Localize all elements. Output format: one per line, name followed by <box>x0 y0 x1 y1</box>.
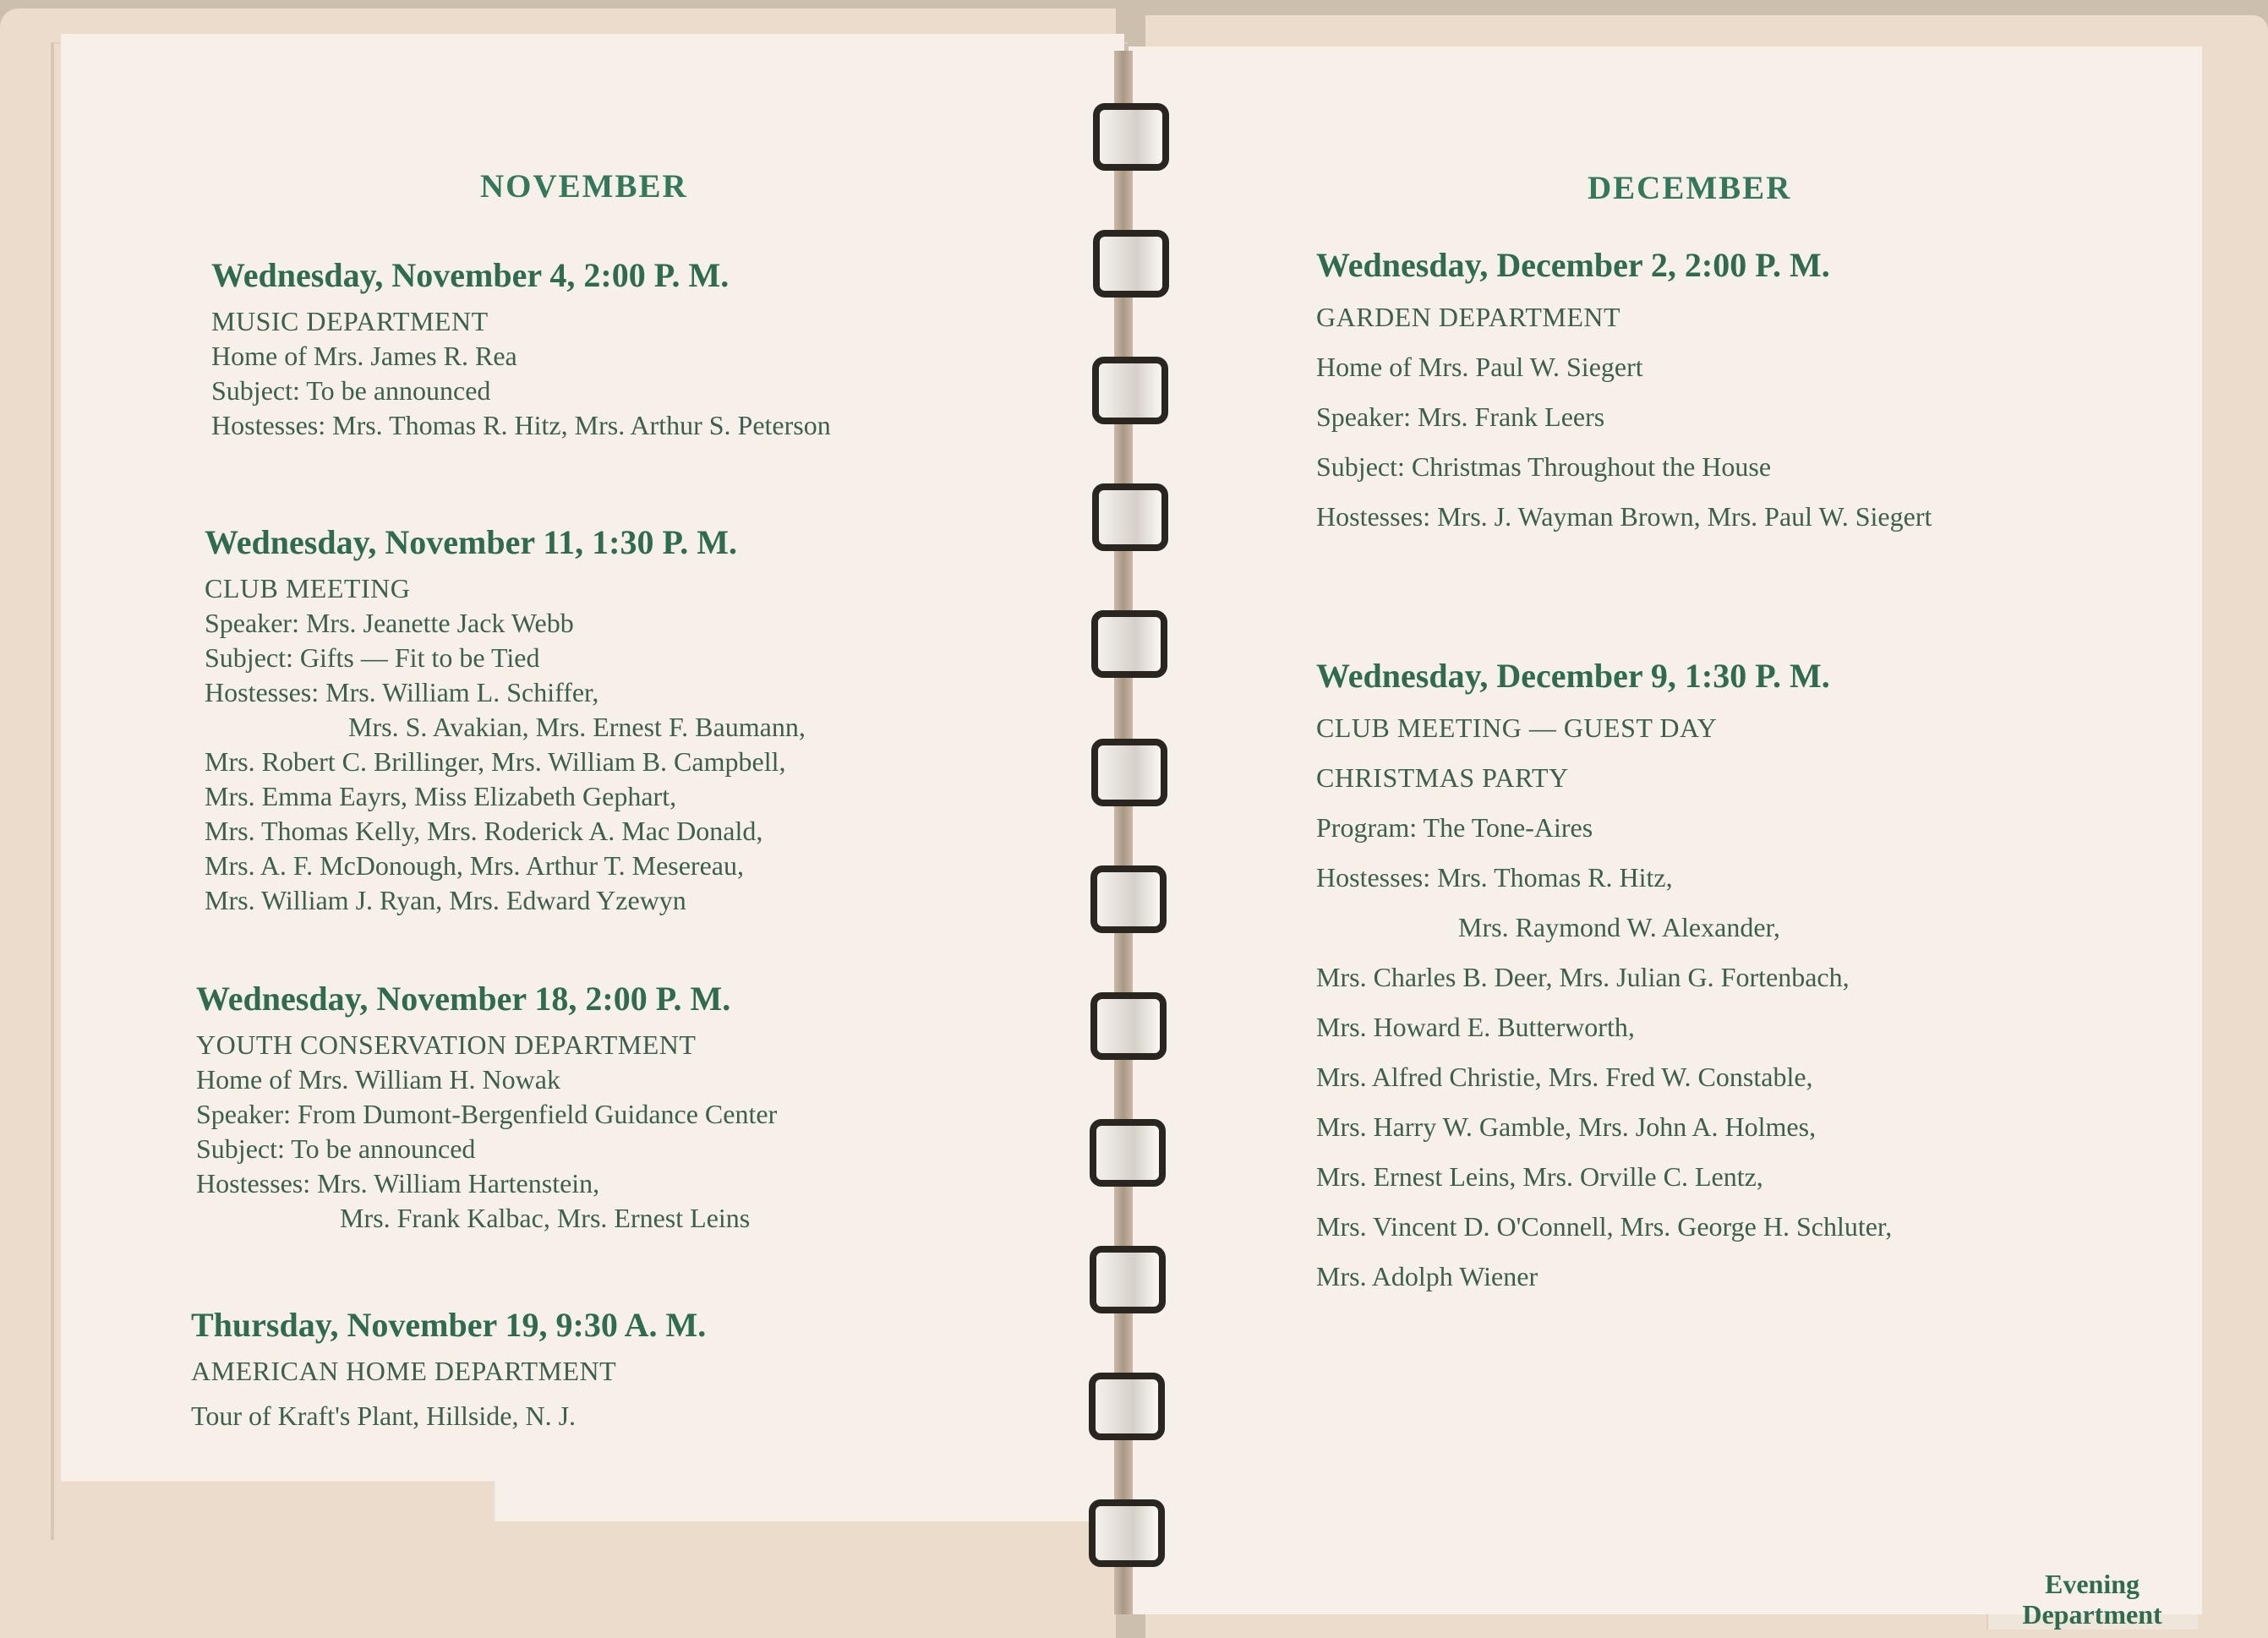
event-line: Speaker: Mrs. Jeanette Jack Webb <box>205 608 574 638</box>
binding-ring <box>1091 610 1167 678</box>
event-date: Wednesday, December 9, 1:30 P. M. <box>1316 657 1830 695</box>
binding-ring <box>1092 483 1168 551</box>
event-line: Speaker: From Dumont-Bergenfield Guidance Center <box>196 1099 778 1129</box>
event-line: Hostesses: Mrs. William Hartenstein, <box>196 1168 600 1198</box>
binding-ring <box>1092 357 1168 424</box>
event-line: CHRISTMAS PARTY <box>1316 762 1569 793</box>
event-line: MUSIC DEPARTMENT <box>211 306 489 336</box>
event-line: Subject: To be announced <box>196 1133 476 1164</box>
event-line: Mrs. Alfred Christie, Mrs. Fred W. Constable, <box>1316 1062 1813 1092</box>
event-line: Mrs. A. F. McDonough, Mrs. Arthur T. Mesereau, <box>205 850 744 881</box>
event-line: Tour of Kraft's Plant, Hillside, N. J. <box>191 1400 577 1431</box>
event-line: Subject: Christmas Throughout the House <box>1316 451 1772 482</box>
binding-ring <box>1090 1246 1166 1313</box>
month-heading-left: NOVEMBER <box>480 168 688 205</box>
tab-label-line: Department <box>2022 1599 2162 1630</box>
event-block <box>205 522 806 918</box>
event-line: Speaker: Mrs. Frank Leers <box>1316 401 1605 432</box>
event-line: Hostesses: Mrs. Thomas R. Hitz, Mrs. Arthur S. Peterson <box>211 410 831 440</box>
binding-ring <box>1089 1499 1165 1567</box>
event-block <box>191 1305 706 1433</box>
event-line: Mrs. S. Avakian, Mrs. Ernest F. Baumann, <box>348 712 806 742</box>
event-date: Wednesday, November 11, 1:30 P. M. <box>205 523 738 561</box>
event-line: Mrs. Adolph Wiener <box>1316 1261 1538 1291</box>
event-line: Subject: To be announced <box>211 375 491 406</box>
event-date: Wednesday, December 2, 2:00 P. M. <box>1316 246 1830 284</box>
event-line: Home of Mrs. James R. Rea <box>211 341 517 371</box>
binding-ring <box>1093 230 1169 298</box>
event-line: Mrs. Ernest Leins, Mrs. Orville C. Lentz, <box>1316 1161 1763 1192</box>
event-line: Home of Mrs. Paul W. Siegert <box>1316 352 1643 382</box>
binding-ring <box>1093 103 1169 171</box>
event-line: Mrs. Frank Kalbac, Mrs. Ernest Leins <box>340 1203 751 1233</box>
event-block <box>1316 245 1932 542</box>
event-date: Wednesday, November 18, 2:00 P. M. <box>196 980 731 1018</box>
event-line: Program: The Tone-Aires <box>1316 812 1593 843</box>
event-line: Mrs. William J. Ryan, Mrs. Edward Yzewyn <box>205 885 686 915</box>
event-line: CLUB MEETING <box>205 573 411 603</box>
binding-ring <box>1090 992 1167 1060</box>
event-line: Mrs. Raymond W. Alexander, <box>1458 912 1780 942</box>
event-date: Thursday, November 19, 9:30 A. M. <box>191 1306 707 1344</box>
event-line: Mrs. Robert C. Brillinger, Mrs. William B. Campbell, <box>205 746 786 777</box>
event-line: Home of Mrs. William H. Nowak <box>196 1064 560 1095</box>
event-line: GARDEN DEPARTMENT <box>1316 302 1621 332</box>
event-line: YOUTH CONSERVATION DEPARTMENT <box>196 1029 697 1060</box>
event-line: AMERICAN HOME DEPARTMENT <box>191 1356 617 1386</box>
event-block <box>211 255 831 443</box>
event-line: Mrs. Howard E. Butterworth, <box>1316 1012 1635 1042</box>
event-line: Subject: Gifts — Fit to be Tied <box>205 642 540 673</box>
event-line: CLUB MEETING — GUEST DAY <box>1316 713 1718 743</box>
event-line: Mrs. Vincent D. O'Connell, Mrs. George H. Schluter, <box>1316 1211 1893 1242</box>
event-date: Wednesday, November 4, 2:00 P. M. <box>211 256 730 294</box>
binding-ring <box>1090 1119 1166 1187</box>
tab-label-line: Evening <box>2044 1569 2140 1599</box>
event-line: Hostesses: Mrs. J. Wayman Brown, Mrs. Paul W. Siegert <box>1316 501 1932 532</box>
event-line: Mrs. Charles B. Deer, Mrs. Julian G. Fortenbach, <box>1316 962 1850 992</box>
event-block <box>1316 656 1892 1302</box>
section-tab-label[interactable] <box>1995 1569 2189 1630</box>
event-line: Hostesses: Mrs. William L. Schiffer, <box>205 677 599 707</box>
binding-ring <box>1091 739 1167 806</box>
event-line: Mrs. Emma Eayrs, Miss Elizabeth Gephart, <box>205 781 677 811</box>
event-line: Mrs. Thomas Kelly, Mrs. Roderick A. Mac Donald, <box>205 816 763 846</box>
event-line: Hostesses: Mrs. Thomas R. Hitz, <box>1316 862 1673 893</box>
event-block <box>196 979 777 1236</box>
month-heading-right: DECEMBER <box>1588 170 1792 206</box>
event-line: Mrs. Harry W. Gamble, Mrs. John A. Holmes, <box>1316 1111 1817 1142</box>
binding-ring <box>1089 1373 1165 1440</box>
binding-ring <box>1090 865 1167 933</box>
